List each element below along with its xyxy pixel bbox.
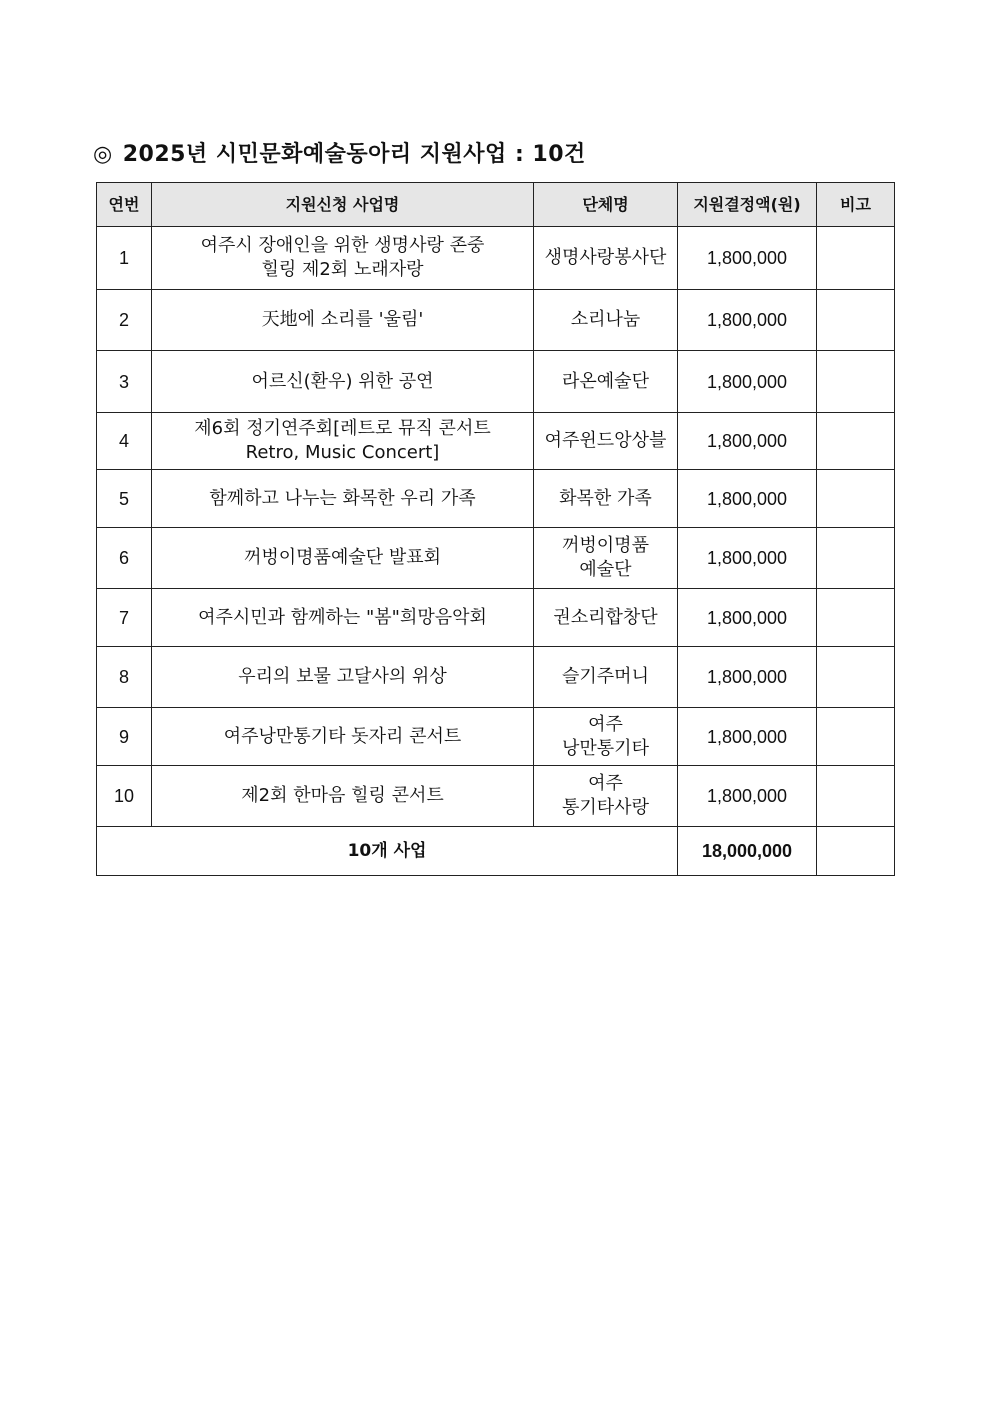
row-note	[817, 766, 895, 827]
total-note	[817, 827, 895, 876]
row-note	[817, 351, 895, 413]
grant-table	[96, 182, 895, 876]
row-project: 꺼벙이명품예술단 발표회	[152, 528, 534, 589]
row-amount: 1,800,000	[678, 589, 817, 647]
row-amount: 1,800,000	[678, 413, 817, 470]
row-project: 天地에 소리를 '울림'	[152, 290, 534, 351]
row-amount: 1,800,000	[678, 470, 817, 528]
row-group: 라온예술단	[534, 351, 678, 413]
row-amount: 1,800,000	[678, 227, 817, 290]
row-no: 5	[97, 470, 152, 528]
total-label: 10개 사업	[97, 827, 678, 876]
row-amount: 1,800,000	[678, 351, 817, 413]
row-project: 우리의 보물 고달사의 위상	[152, 647, 534, 708]
row-amount: 1,800,000	[678, 290, 817, 351]
title-text: 2025년 시민문화예술동아리 지원사업 : 10건	[122, 142, 586, 167]
table-row	[97, 351, 895, 413]
row-group: 슬기주머니	[534, 647, 678, 708]
row-group: 여주 통기타사랑	[534, 766, 678, 827]
table-row	[97, 227, 895, 290]
row-no: 2	[97, 290, 152, 351]
row-note	[817, 413, 895, 470]
row-amount: 1,800,000	[678, 766, 817, 827]
row-amount: 1,800,000	[678, 708, 817, 766]
row-no: 10	[97, 766, 152, 827]
header-group: 단체명	[534, 183, 678, 227]
row-group: 여주윈드앙상블	[534, 413, 678, 470]
double-circle-icon: ◎	[93, 142, 113, 167]
row-note	[817, 290, 895, 351]
header-amount: 지원결정액(원)	[678, 183, 817, 227]
table-row	[97, 528, 895, 589]
row-group: 화목한 가족	[534, 470, 678, 528]
header-no: 연번	[97, 183, 152, 227]
row-no: 6	[97, 528, 152, 589]
row-group: 꺼벙이명품 예술단	[534, 528, 678, 589]
row-project: 제6회 정기연주회[레트로 뮤직 콘서트 Retro, Music Concert]	[152, 413, 534, 470]
row-note	[817, 708, 895, 766]
header-note: 비고	[817, 183, 895, 227]
table-row	[97, 413, 895, 470]
table-row	[97, 647, 895, 708]
row-note	[817, 647, 895, 708]
row-project: 여주시민과 함께하는 "봄"희망음악회	[152, 589, 534, 647]
row-no: 4	[97, 413, 152, 470]
table-header-row	[97, 183, 895, 227]
row-no: 9	[97, 708, 152, 766]
row-group: 여주 낭만통기타	[534, 708, 678, 766]
row-note	[817, 227, 895, 290]
document-title	[93, 137, 586, 168]
row-note	[817, 470, 895, 528]
row-group: 권소리합창단	[534, 589, 678, 647]
header-project: 지원신청 사업명	[152, 183, 534, 227]
row-project: 여주낭만통기타 돗자리 콘서트	[152, 708, 534, 766]
row-no: 8	[97, 647, 152, 708]
row-no: 7	[97, 589, 152, 647]
table-row	[97, 290, 895, 351]
total-row	[97, 827, 895, 876]
row-no: 3	[97, 351, 152, 413]
row-group: 생명사랑봉사단	[534, 227, 678, 290]
table-row	[97, 708, 895, 766]
table-row	[97, 589, 895, 647]
row-no: 1	[97, 227, 152, 290]
total-amount: 18,000,000	[678, 827, 817, 876]
row-amount: 1,800,000	[678, 528, 817, 589]
row-project: 제2회 한마음 힐링 콘서트	[152, 766, 534, 827]
table-row	[97, 766, 895, 827]
row-amount: 1,800,000	[678, 647, 817, 708]
row-project: 어르신(환우) 위한 공연	[152, 351, 534, 413]
row-note	[817, 528, 895, 589]
row-project: 함께하고 나누는 화목한 우리 가족	[152, 470, 534, 528]
row-project: 여주시 장애인을 위한 생명사랑 존중 힐링 제2회 노래자랑	[152, 227, 534, 290]
table-row	[97, 470, 895, 528]
row-group: 소리나눔	[534, 290, 678, 351]
row-note	[817, 589, 895, 647]
